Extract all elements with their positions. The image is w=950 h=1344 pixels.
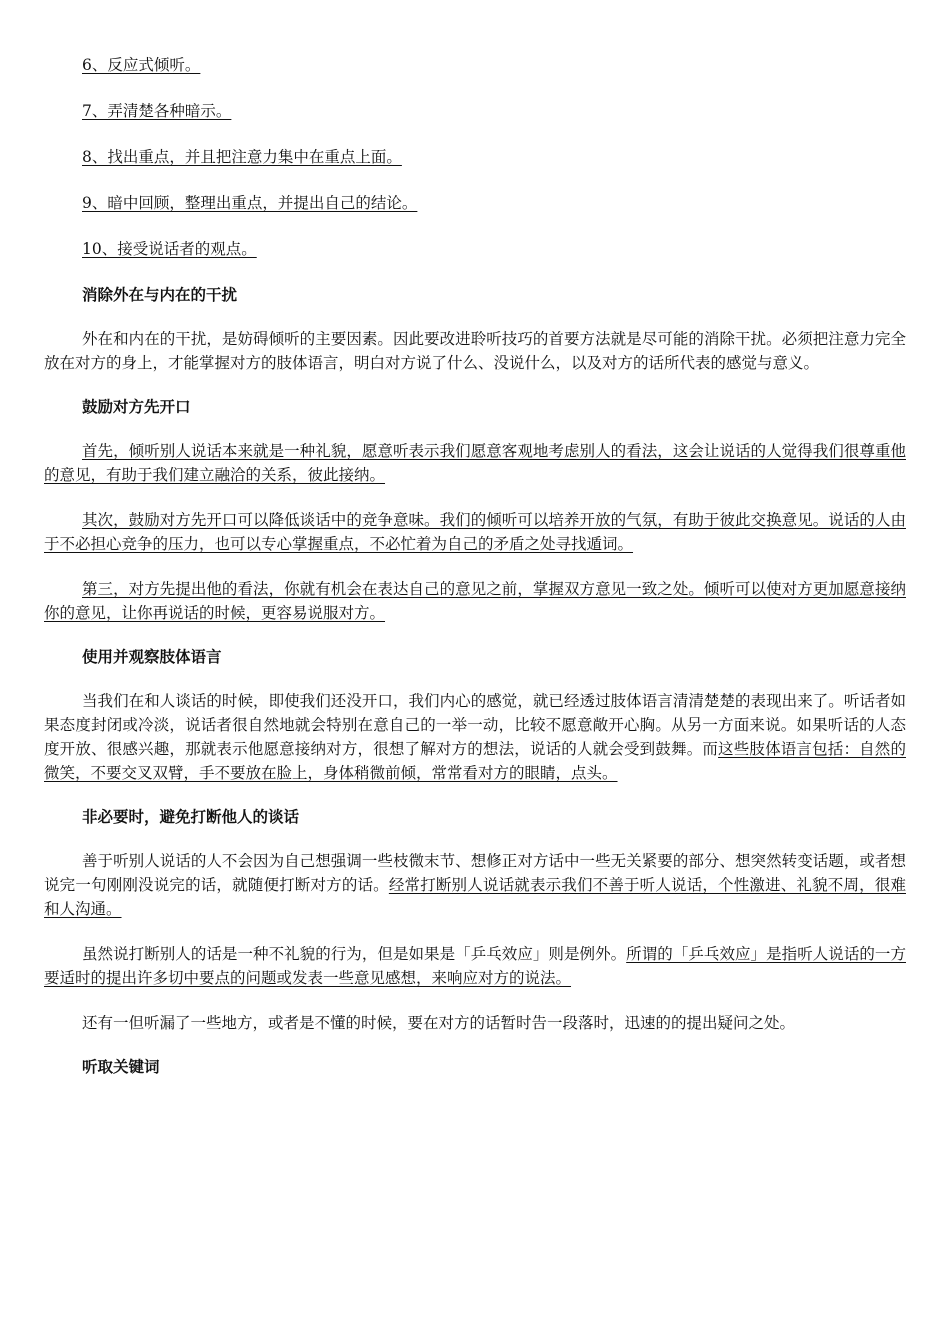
document-page: [44, 54, 906, 1099]
section-heading-encourage-speaking: 鼓励对方先开口: [82, 398, 191, 416]
paragraph-interference: 外在和内在的干扰，是妨碍倾听的主要因素。因此要改进聆听技巧的首要方法就是尽可能的消除干扰。必须把注意力完全放在对方的身上，才能掌握对方的肢体语言，明白对方说了什么、没说什么，以及对方的话所代表的感觉与意义。: [44, 330, 906, 372]
paragraph-body-language: [44, 689, 906, 785]
underlined-text: 所谓的「乒乓效应」是指听人说话的一方要适时的提出许多切中要点的问题或发表一些意见感想，来响应对方的说法。: [44, 945, 906, 987]
plain-text: 虽然说打断别人的话是一种不礼貌的行为，但是如果是「乒乓效应」则是例外。: [82, 945, 627, 963]
underlined-text: 第三，对方先提出他的看法，你就有机会在表达自己的意见之前，掌握双方意见一致之处。倾听可以使对方更加愿意接纳你的意见，让你再说话的时候，更容易说服对方。: [44, 580, 906, 622]
list-item-9: 9、暗中回顾，整理出重点，并提出自己的结论。: [82, 194, 418, 212]
paragraph-ask-questions: 还有一但听漏了一些地方，或者是不懂的时候，要在对方的话暂时告一段落时，迅速的的提出疑问之处。: [82, 1014, 796, 1032]
section-heading-keywords: 听取关键词: [82, 1058, 160, 1076]
list-item-10: 10、接受说话者的观点。: [82, 240, 257, 258]
paragraph-second-point: [44, 508, 906, 556]
section-heading-body-language: 使用并观察肢体语言: [82, 648, 222, 666]
underlined-text: 这些肢体语言包括：自然的微笑，不要交叉双臂，手不要放在脸上，身体稍微前倾，常常看对方的眼睛，点头。: [44, 740, 906, 782]
plain-text: 当我们在和人谈话的时候，即使我们还没开口，我们内心的感觉，就已经透过肢体语言清清楚楚的表现出来了。听话者如果态度封闭或冷淡，说话者很自然地就会特别在意自己的一举一动，比较不愿意敞开心胸。从另一方面来说。如果听话的人态度开放、很感兴趣，那就表示他愿意接纳对方，很想了解对方的想法，说话的人就会受到鼓舞。而: [44, 692, 906, 758]
paragraph-third-point: [44, 577, 906, 625]
plain-text: 善于听别人说话的人不会因为自己想强调一些枝微末节、想修正对方话中一些无关紧要的部分、想突然转变话题，或者想说完一句刚刚没说完的话，就随便打断对方的话。: [44, 852, 906, 894]
list-item-8: 8、找出重点，并且把注意力集中在重点上面。: [82, 148, 402, 166]
underlined-text: 首先，倾听别人说话本来就是一种礼貌，愿意听表示我们愿意客观地考虑别人的看法，这会让说话的人觉得我们很尊重他的意见，有助于我们建立融洽的关系，彼此接纳。: [44, 442, 906, 484]
underlined-text: 经常打断别人说话就表示我们不善于听人说话，个性激进、礼貌不周，很难和人沟通。: [44, 876, 906, 918]
paragraph-first-point: [44, 439, 906, 487]
list-item-6: 6、反应式倾听。: [82, 56, 201, 74]
section-heading-avoid-interrupting: 非必要时，避免打断他人的谈话: [82, 808, 300, 826]
underlined-text: 其次，鼓励对方先开口可以降低谈话中的竞争意味。我们的倾听可以培养开放的气氛，有助于彼此交换意见。说话的人由于不必担心竞争的压力，也可以专心掌握重点，不必忙着为自己的矛盾之处寻找遁词。: [44, 511, 906, 553]
paragraph-good-listener: [44, 849, 906, 921]
paragraph-ping-pong-effect: [44, 942, 906, 990]
section-heading-eliminate-interference: 消除外在与内在的干扰: [82, 286, 238, 304]
list-item-7: 7、弄清楚各种暗示。: [82, 102, 232, 120]
